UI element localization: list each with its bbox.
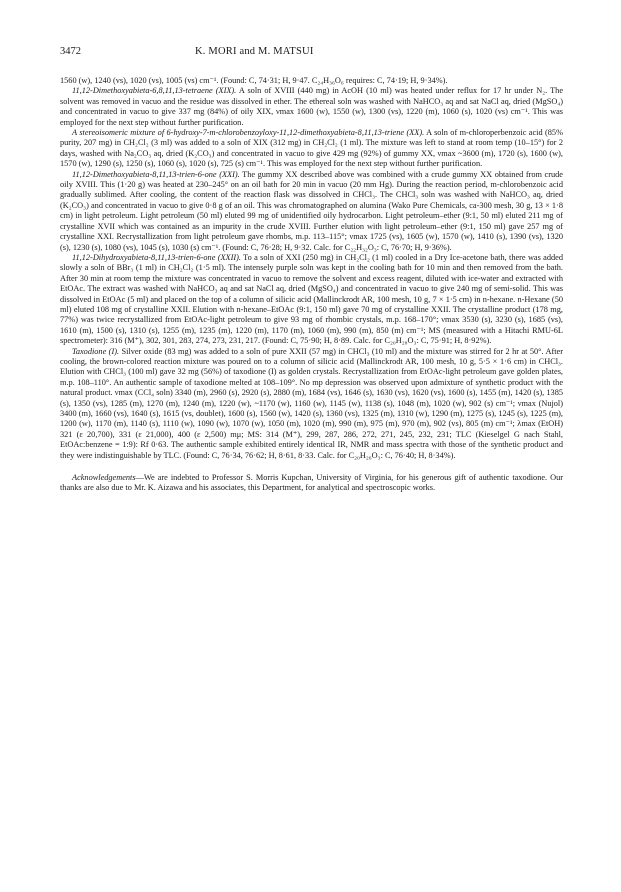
compound-heading: 11,12-Dihydroxyabieta-8,11,13-trien-6-one (XXII). xyxy=(72,252,241,262)
compound-heading: Taxodione (I). xyxy=(72,346,120,356)
paragraph-text: A soln of m-chloroperbenzoic acid (85% purity, 207 mg) in CH₂Cl₂ (3 ml) was added to a soln of XIX (312 mg) in CH₂Cl₂ (1 ml). The mixture was left to stand at room temp (10–15°) for 2 days, washed with Na₂CO₃ aq, dried (K₂CO₃) and concentrated in vacuo to give 429 mg (92%) of gummy XX, νmax ~3600 (m), 1720 (s), 1600 (w), 1570 (w), 1290 (s), 1250 (s), 1060 (s), 1020 (s), 725 (s) cm⁻¹. This was employed for the next step without further purification. xyxy=(60,128,563,169)
paragraph-continuation xyxy=(60,76,563,86)
paragraph-compound-xx xyxy=(60,128,563,170)
paragraph-compound-xix xyxy=(60,86,563,128)
running-head: K. MORI and M. MATSUI xyxy=(195,46,314,57)
acknowledgements xyxy=(60,473,563,494)
paragraph-text: 1560 (w), 1240 (vs), 1020 (vs), 1005 (vs) cm⁻¹. (Found: C, 74·31; H, 9·47. C₂₄H₃₆O₆ requires: C, 74·19; H, 9·34%). xyxy=(60,76,448,85)
page-header xyxy=(60,46,563,62)
compound-heading: A stereoisomeric mixture of 6-hydroxy-7-m-chlorobenzoyloxy-11,12-dimethoxyabieta-8,11,13-triene (XX). xyxy=(72,128,425,138)
compound-heading: 11,12-Dimethoxyabieta-6,8,11,13-tetraene (XIX). xyxy=(72,86,237,96)
paragraph-text: A soln of XVIII (440 mg) in AcOH (10 ml) was heated under reflux for 17 hr under N₂. The solvent was removed in vacuo and the residue was dissolved in ether. The ethereal soln was washed with NaHCO₃ aq and sat NaCl aq, dried (MgSO₄) and concentrated in vacuo to give 337 mg (84%) of oily XIX, νmax 1600 (w), 1550 (w), 1300 (vs), 1220 (m), 1060 (s), 1020 (vs) cm⁻¹. This was employed for the next step without further purification. xyxy=(60,86,563,127)
paragraph-compound-xxi xyxy=(60,170,563,253)
paragraph-taxodione xyxy=(60,347,563,461)
acknowledgements-heading: Acknowledgements xyxy=(72,473,136,483)
paragraph-text: To a soln of XXI (250 mg) in CH₂Cl₂ (1 ml) cooled in a Dry Ice-acetone bath, there was added slowly a soln of BBr₃ (1 ml) in CH₂Cl₂ (1·5 ml). The intensely purple soln was kept in the cooling bath for 10 min and then removed from the bath. After 30 min at room temp the mixture was concentrated in vacuo to remove the solvent and excess reagent, diluted with ice-water and extracted with EtOAc. The extract was washed with NaHCO₃ aq and sat NaCl aq, dried (MgSO₄) and concentrated in vacuo to give 240 mg of semi-solid. This was dissolved in EtOAc (5 ml) and placed on the top of a column of silicic acid (Mallinckrodt AR, 100 mesh, 10 g, 7 × 1·5 cm) in n-hexane. n-Hexane (50 ml) eluted 108 mg of crystalline XXII. Elution with n-hexane–EtOAc (9:1, 150 ml) gave 70 mg of crystalline XXII. The crystalline product (178 mg, 77%) was twice recrystallized from EtOAc-light petroleum to give 93 mg of rhombic crystals, m.p. 168–170°; νmax 3530 (s), 3230 (s), 1685 (vs), 1610 (m), 1500 (s), 1310 (s), 1255 (m), 1235 (m), 1220 (m), 1170 (m), 1060 (m), 990 (m), 850 (m) cm⁻¹; MS (measured with a Hitachi RMU-6L spectrometer): 316 (M⁺), 302, 301, 283, 274, 273, 231, 217. (Found: C, 75·90; H, 8·89. Calc. for C₂₀H₂₈O₃: C, 75·91; H, 8·92%). xyxy=(60,252,563,346)
paragraph-text: The gummy XX described above was combined with a crude gummy XX obtained from crude oily XVIII. This (1·20 g) was heated at 230–245° on an oil bath for 20 min in vacuo (20 mm Hg). During the reaction period, m-chlorobenzoic acid gradually sublimed. After cooling, the content of the reaction flask was dissolved in CHCl₃. The CHCl₃ soln was washed with NaHCO₃ aq, dried (K₂CO₃) and concentrated in vacuo to give 0·8 g of an oil. This was chromatographed on alumina (Wako Pure Chemicals, ca-300 mesh, 30 g, 13 × 1·8 cm) in light petroleum. Light petroleum (50 ml) eluted 99 mg of unidentified oily hydrocarbon. Light petroleum–ether (9:1, 50 ml) eluted 211 mg of crystalline XVII which was contained as an impurity in the crude XVIII. Further elution with light petroleum–ether (9:1, 150 ml) gave 257 mg of crystalline XXI. Recrystallization from light petroleum gave rhombs, m.p. 113–115°; νmax 1725 (vs), 1605 (w), 1570 (w), 1410 (s), 1390 (vs), 1320 (s), 1230 (s), 1080 (vs), 1045 (s), 1030 (s) cm⁻¹. (Found: C, 76·28; H, 9·32. Calc. for C₂₂H₃₂O₃: C, 76·70; H, 9·36%). xyxy=(60,169,563,252)
page-number: 3472 xyxy=(60,46,81,57)
paragraph-text: Silver oxide (83 mg) was added to a soln of pure XXII (57 mg) in CHCl₃ (10 ml) and the mixture was stirred for 2 hr at 50°. After cooling, the brown-colored reaction mixture was poured on to a column of silicic acid (Mallinckrodt AR, 100 mesh, 10 g, 5·5 × 1·6 cm) in CHCl₃. Elution with CHCl₃ (100 ml) gave 32 mg (56%) of taxodione (I) as golden crystals. Recrystallization from EtOAc-light petroleum gave golden plates, m.p. 108–110°. An authentic sample of taxodione melted at 108–109°. No mp depression was observed upon admixture of synthetic product with the natural product. νmax (CCl₄ soln) 3340 (m), 2960 (s), 2920 (s), 2880 (m), 1684 (vs), 1646 (s), 1630 (vs), 1620 (vs), 1600 (s), 1455 (m), 1420 (s), 1385 (s), 1350 (vs), 1285 (m), 1270 (m), 1240 (m), 1220 (w), ~1170 (w), 1160 (w), 1145 (w), 1138 (s), 1048 (m), 1020 (w), 902 (s) cm⁻¹; νmax (Nujol) 3400 (m), 1660 (vs), 1640 (s), 1615 (vs, doublet), 1600 (s), 1560 (w), 1420 (s), 1360 (vs), 1325 (m), 1310 (w), 1290 (m), 1275 (s), 1245 (s), 1225 (m), 1200 (w), 1170 (m), 1140 (s), 1110 (w), 1090 (w), 1070 (w), 1050 (m), 1020 (m), 990 (m), 975 (m), 970 (m), 902 (vs), 805 (m) cm⁻¹; λmax (EtOH) 321 (ε 20,700), 331 (ε 21,000), 400 (ε 2,500) mμ; MS: 314 (M⁺), 299, 287, 286, 272, 271, 245, 232, 231; TLC (Kieselgel G nach Stahl, EtOAc:benzene = 1:9): Rf 0·63. The authentic sample exhibited entirely identical IR, NMR and mass spectra with those of the synthetic product and they were indistinguishable by TLC. (Found: C, 76·34, 76·62; H, 8·61, 8·33. Calc. for C₂₀H₂₆O₃: C, 76·40; H, 8·34%). xyxy=(60,346,564,460)
compound-heading: 11,12-Dimethoxyabieta-8,11,13-trien-6-one (XXI). xyxy=(72,169,240,179)
article-body xyxy=(60,76,563,494)
acknowledgements-text: —We are indebted to Professor S. Morris Kupchan, University of Virginia, for his generous gift of authentic taxodione. Our thanks are also due to Mr. K. Aizawa and his associates, this Department, for analytical and spectroscopic works. xyxy=(60,473,563,493)
paragraph-compound-xxii xyxy=(60,253,563,347)
